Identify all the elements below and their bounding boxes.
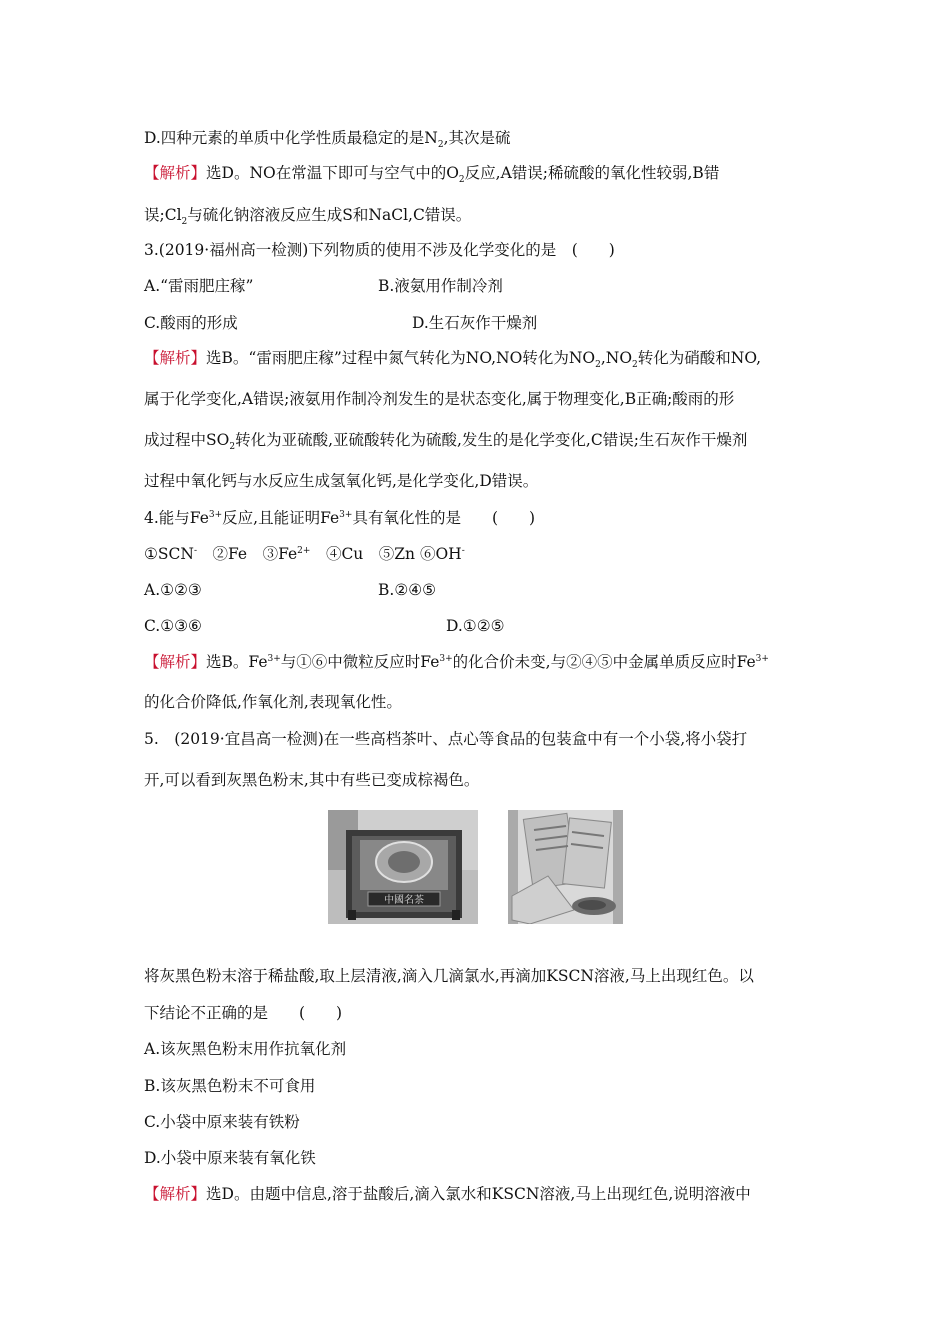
q5-option-d: D.小袋中原来装有氧化铁: [144, 1149, 316, 1167]
q5-option-a: A.该灰黑色粉末用作抗氧化剂: [144, 1040, 347, 1058]
q4-analysis-line-1: 【解析】选B。$Fe^{3+}$与①⑥中微粒反应时$Fe^{3+}$的化合价未变,与②④⑤中金属单质反应时$Fe^{3+}$: [144, 653, 769, 671]
box-label: 中國名茶: [384, 895, 424, 906]
q5-analysis-line-1: 【解析】选D。由题中信息,溶于盐酸后,滴入氯水和KSCN溶液,马上出现红色,说明溶液中: [144, 1185, 751, 1203]
tea-box-photo: [328, 810, 478, 924]
q5-stem-line-3: 将灰黑色粉末溶于稀盐酸,取上层清液,滴入几滴氯水,再滴加KSCN溶液,马上出现红色。以: [144, 967, 754, 985]
q2-analysis-line-2: 误$;Cl_2$与硫化钠溶液反应生成S和NaCl,C错误。: [144, 206, 472, 228]
q4-choices: ①SCN- ②Fe $③Fe^{2+}$ ④Cu ⑤Zn ⑥OH-: [144, 545, 465, 563]
q4-option-d: D.①②⑤: [446, 617, 505, 635]
q5-option-c: C.小袋中原来装有铁粉: [144, 1113, 300, 1131]
q3-analysis-line-1: 【解析】选B。“雷雨肥庄稼”过程中氮气转化为NO,NO转化为$NO_2,NO_2$转化为硝酸和NO,: [144, 349, 762, 371]
q5-stem-line-2: 开,可以看到灰黑色粉末,其中有些已变成棕褐色。: [144, 771, 480, 789]
analysis-tag: 【解析】: [144, 349, 207, 367]
q3-stem: 3.(2019·福州高一检测)下列物质的使用不涉及化学变化的是 ( ): [144, 241, 615, 259]
analysis-tag: 【解析】: [144, 164, 207, 182]
q4-option-c: C.①③⑥: [144, 617, 202, 635]
q4-stem: 4.能与$Fe^{3+}$反应,且能证明$Fe^{3+}$具有氧化性的是 ( ): [144, 509, 536, 527]
analysis-tag: 【解析】: [144, 1185, 207, 1203]
q4-option-b: B.②④⑤: [378, 581, 437, 599]
q2-analysis-line-1: 【解析】选D。NO在常温下即可与空气中的$O_2$反应,A错误;稀硫酸的氧化性较弱,B错: [144, 164, 720, 186]
q3-option-d: D.生石灰作干燥剂: [412, 314, 538, 332]
q4-option-a: A.①②③: [144, 581, 202, 599]
analysis-tag: 【解析】: [144, 653, 207, 671]
q3-option-c: C.酸雨的形成: [144, 314, 238, 332]
q3-option-b: B.液氨用作制冷剂: [378, 277, 503, 295]
q3-analysis-line-4: 过程中氧化钙与水反应生成氢氧化钙,是化学变化,D错误。: [144, 472, 539, 490]
q2-option-d: D.四种元素的单质中化学性质最稳定的是$N_2$,其次是硫: [144, 129, 511, 151]
q5-option-b: B.该灰黑色粉末不可食用: [144, 1077, 316, 1095]
q3-analysis-line-3: 成过程中$SO_2$转化为亚硫酸,亚硫酸转化为硫酸,发生的是化学变化,C错误;生石灰作干燥剂: [144, 431, 748, 453]
q3-option-a: A.“雷雨肥庄稼”: [144, 277, 254, 295]
q4-analysis-line-2: 的化合价降低,作氧化剂,表现氧化性。: [144, 693, 402, 711]
q3-analysis-line-2: 属于化学变化,A错误;液氨用作制冷剂发生的是状态变化,属于物理变化,B正确;酸雨的形: [144, 390, 735, 408]
sachet-photo: [508, 810, 623, 924]
q5-stem-line-1: 5. (2019·宜昌高一检测)在一些高档茶叶、点心等食品的包装盒中有一个小袋,将小袋打: [144, 730, 748, 748]
q5-stem-line-4: 下结论不正确的是 ( ): [144, 1004, 343, 1022]
